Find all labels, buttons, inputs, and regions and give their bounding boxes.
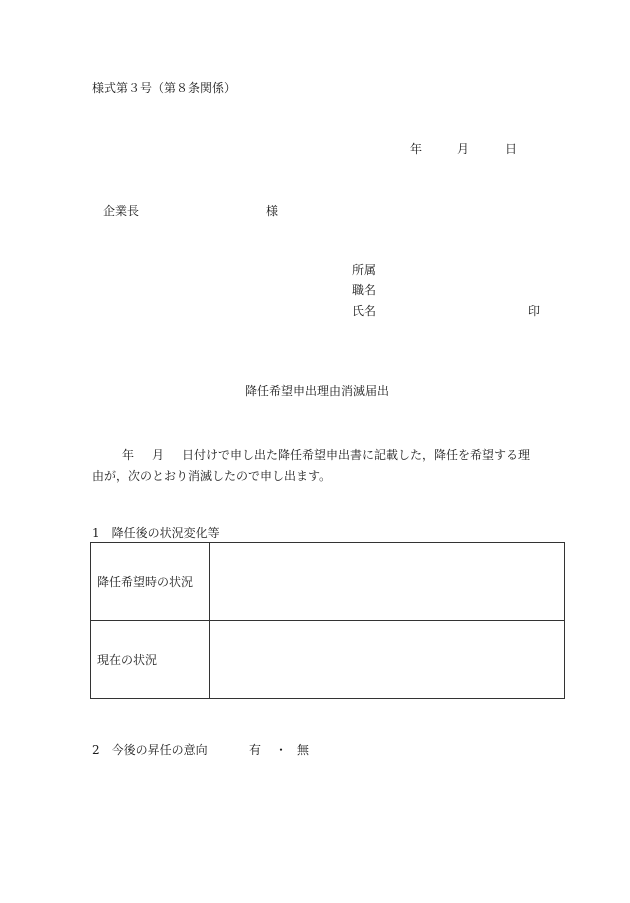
form-number: 様式第３号（第８条関係）	[92, 81, 237, 95]
option-separator: ・	[275, 743, 288, 757]
body-year: 年	[122, 448, 135, 462]
row-label-before: 降任希望時の状況	[91, 543, 210, 621]
date-month-label: 月	[457, 142, 470, 156]
section1-heading: 1 降任後の状況変化等	[92, 526, 220, 540]
row-label-current: 現在の状況	[91, 621, 210, 699]
table-row	[91, 621, 565, 699]
option-no[interactable]: 無	[297, 743, 310, 757]
date-year-label: 年	[410, 142, 423, 156]
table-row	[91, 543, 565, 621]
body-line-1	[92, 445, 548, 466]
body-line-2: 由が，次のとおり消滅したので申し出ます。	[92, 469, 332, 483]
option-yes[interactable]: 有	[249, 743, 262, 757]
body-paragraph	[92, 445, 548, 487]
affiliation-label: 所属	[352, 263, 377, 277]
status-table	[90, 542, 565, 699]
addressee-name: 企業長	[103, 204, 140, 218]
document-title: 降任希望申出理由消滅届出	[245, 384, 390, 398]
addressee-honorific: 様	[266, 204, 279, 218]
body-line1-rest: 日付けで申し出た降任希望申出書に記載した，降任を希望する理	[182, 448, 531, 462]
row-value-before[interactable]	[210, 543, 565, 621]
name-label: 氏名	[352, 304, 377, 318]
section2-heading: 2 今後の昇任の意向	[92, 743, 208, 757]
row-value-current[interactable]	[210, 621, 565, 699]
body-month: 月	[152, 448, 165, 462]
date-day-label: 日	[505, 142, 518, 156]
post-label: 職名	[352, 283, 377, 297]
seal-label: 印	[528, 304, 541, 318]
